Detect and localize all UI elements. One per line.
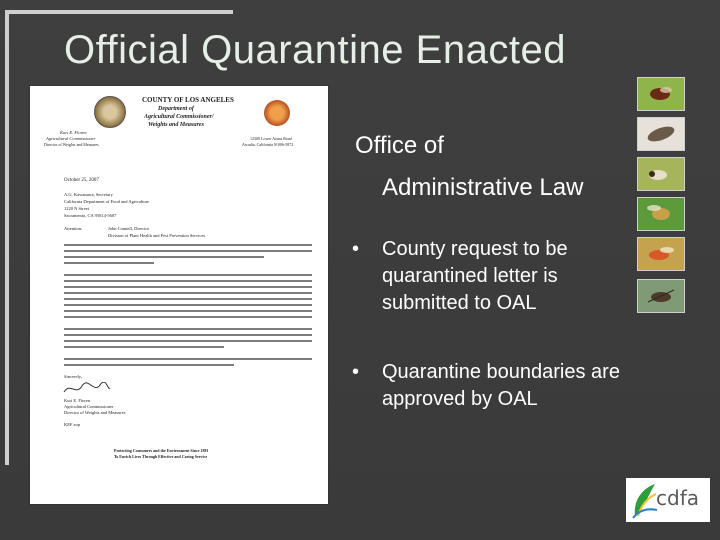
letter-text-line <box>64 310 312 312</box>
letter-recipient2: California Department of Food and Agriculture <box>64 199 150 204</box>
letter-recipient3: 1220 N Street <box>64 206 89 211</box>
frame-line-left <box>5 10 9 465</box>
cdfa-logo <box>626 478 710 522</box>
letter-footer2: To Enrich Lives Through Effective and Caring Service <box>114 454 208 459</box>
letter-recipient4: Sacramento, CA 95814-5607 <box>64 213 117 218</box>
letter-recipient1: A.G. Kawamura, Secretary <box>64 192 113 197</box>
letter-sign-title1: Agricultural Commissioner <box>64 404 114 409</box>
bullet-item <box>352 359 637 413</box>
pest-photo-1 <box>637 77 685 111</box>
letter-text-line <box>64 340 312 342</box>
letter-text-line <box>64 334 312 336</box>
letter-text-line <box>64 316 312 318</box>
letter-text-line <box>64 358 312 360</box>
quarantine-letter-image <box>30 86 328 504</box>
pest-photo-5 <box>637 237 685 271</box>
frame-line-top <box>5 10 233 14</box>
letter-text-line <box>64 286 312 288</box>
letter-attention-name: John Connell, Director <box>108 226 150 231</box>
letter-sender-name: Kurt E. Floren <box>60 130 87 135</box>
pest-photo-2 <box>637 117 685 151</box>
letter-text-line <box>64 280 312 282</box>
letter-text-line <box>64 244 312 246</box>
letter-date: October 25, 2007 <box>64 178 99 183</box>
cdfa-logo-text: cdfa <box>656 486 699 510</box>
signature-scribble <box>62 382 112 396</box>
letter-text-line <box>64 298 312 300</box>
letter-initials: KEF:sop <box>64 422 81 427</box>
department-seal-icon <box>264 100 290 126</box>
bullet-text: County request to be quarantined letter is submitted to OAL <box>382 238 568 314</box>
cdfa-leaf-icon <box>629 480 659 520</box>
bullet-text: Quarantine boundaries are approved by OAL <box>382 361 620 410</box>
letter-text-line <box>64 262 154 264</box>
letter-text-line <box>64 256 264 258</box>
pest-photo-6 <box>637 279 685 313</box>
letter-text-line <box>64 364 234 366</box>
bullet-list <box>352 236 637 455</box>
letter-text-line <box>64 250 312 252</box>
letter-sign-name: Kurt E. Floren <box>64 398 91 403</box>
county-seal-icon <box>94 96 126 128</box>
letter-sender-title1: Agricultural Commissioner <box>46 136 96 141</box>
letter-closing: Sincerely, <box>64 374 82 379</box>
letter-address1: 12300 Lower Azusa Road <box>250 136 292 141</box>
pest-photo-3 <box>637 157 685 191</box>
letter-text-line <box>64 292 312 294</box>
letter-text-line <box>64 304 312 306</box>
letter-attention-division: Division of Plant Health and Pest Prevention Services <box>108 233 206 238</box>
subheading-line1: Office of <box>355 132 444 159</box>
letter-dept-line1: Department of <box>158 106 194 112</box>
slide-title: Official Quarantine Enacted <box>64 28 566 72</box>
letter-attention-label: Attention: <box>64 226 83 231</box>
letter-text-line <box>64 274 312 276</box>
letter-sign-title2: Director of Weights and Measures <box>64 410 126 415</box>
pest-photo-4 <box>637 197 685 231</box>
letter-footer1: Protecting Consumers and the Environment Since 1881 <box>114 448 209 453</box>
letter-text-line <box>64 346 224 348</box>
subheading-line2: Administrative Law <box>382 174 584 201</box>
letter-text-line <box>64 328 312 330</box>
letter-sender-title2: Director of Weights and Measures <box>44 142 99 147</box>
letter-dept-line2: Agricultural Commissioner/ <box>144 114 214 120</box>
bullet-dot: • <box>352 238 360 260</box>
letter-dept-line3: Weights and Measures <box>148 122 204 128</box>
letter-address2: Arcadia, California 91006-5872 <box>242 142 294 147</box>
bullet-dot: • <box>352 361 360 383</box>
bullet-item <box>352 236 637 317</box>
letter-county-name: COUNTY OF LOS ANGELES <box>142 96 234 104</box>
